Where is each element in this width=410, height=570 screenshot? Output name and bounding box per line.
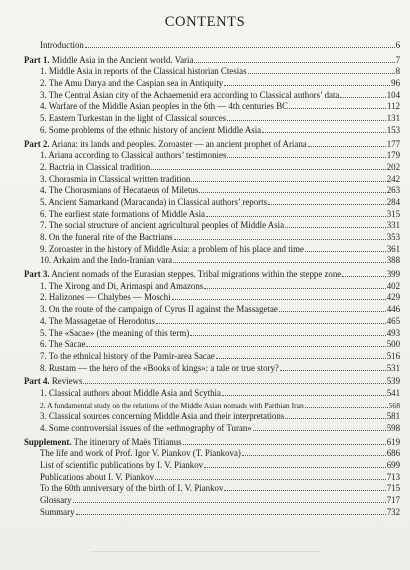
toc-entry-title — [24, 437, 182, 449]
toc-entry — [24, 113, 400, 125]
dot-leader — [305, 250, 386, 252]
toc-part-entry — [24, 55, 400, 67]
toc-entry-title — [40, 232, 173, 244]
dot-leader — [340, 96, 385, 98]
toc-entry-title — [40, 460, 203, 472]
toc-entry-title — [40, 113, 226, 125]
toc-page-number: 581 — [386, 411, 400, 422]
faint-footer-line — [90, 551, 320, 554]
toc-page-number: 112 — [387, 101, 400, 112]
toc-entry-title — [40, 472, 154, 484]
toc-entry-text: 1. The Xirong and Di, Arimaspi and Amazons — [40, 280, 204, 291]
dot-leader — [76, 513, 386, 515]
toc-entry — [24, 174, 400, 186]
toc-entry — [24, 328, 400, 340]
dot-leader — [86, 345, 385, 347]
toc-entry-title — [40, 125, 261, 137]
toc-entry-text: 2. The Amu Darya and the Caspian sea in Antiquity — [40, 78, 224, 89]
toc-entry-text: Summary — [40, 506, 75, 517]
toc-part-label: Part 1. — [24, 54, 50, 65]
toc-entry-title — [40, 244, 304, 256]
toc-page-number: 686 — [386, 448, 400, 459]
toc-page-number: 516 — [386, 350, 400, 361]
dot-leader — [155, 478, 386, 480]
dot-leader — [204, 287, 385, 289]
dot-leader — [262, 131, 386, 133]
dot-leader — [285, 226, 386, 228]
dot-leader — [173, 261, 386, 263]
toc-entry-title — [40, 185, 198, 197]
dot-leader — [279, 310, 386, 312]
toc-entry-title — [40, 495, 72, 507]
toc-entry-text: 7. To the ethnical history of the Pamir-area Sacae — [40, 350, 215, 361]
toc-entry-text: Reviews — [51, 376, 83, 387]
toc-entry-text: 4. Some controversial issues of the «ethnography of Turan» — [40, 423, 252, 433]
dot-leader — [289, 107, 386, 109]
toc-page-number: 263 — [386, 185, 400, 196]
toc-entry-text: 5. Eastern Turkestan in the light of Classical sources — [40, 113, 227, 124]
toc-entry-text: 2. A fundamental study on the relations of the Middle Asian nomads with Parthian Iran — [40, 400, 304, 410]
dot-leader — [216, 357, 386, 359]
toc-page-number: 465 — [386, 315, 400, 326]
toc-page-number: 399 — [386, 269, 400, 280]
toc-entry-text: List of scientific publications by I. V. Piankov — [40, 460, 204, 471]
toc-entry-title — [40, 162, 150, 174]
toc-entry-text: 6. The Sacae — [40, 339, 86, 350]
toc-page-number: 242 — [386, 173, 400, 184]
dot-leader — [227, 156, 385, 158]
dot-leader — [199, 191, 385, 193]
dot-leader — [308, 145, 386, 147]
toc-entry — [24, 232, 400, 244]
dot-leader — [342, 275, 385, 277]
dot-leader — [73, 501, 386, 503]
toc-entry — [24, 66, 400, 78]
toc-page-number: 96 — [391, 78, 400, 89]
toc-entry-title — [40, 255, 172, 267]
toc-entry-title — [40, 66, 247, 78]
toc-page-number: 353 — [386, 232, 400, 242]
toc-part-entry — [24, 376, 400, 388]
toc-entry — [24, 400, 400, 412]
toc-entry-title — [40, 40, 84, 52]
toc-page-number: 177 — [386, 138, 400, 149]
toc-entry — [24, 472, 400, 484]
dot-leader — [206, 215, 386, 217]
toc-entry-text: 4. The Chorasmians of Hecataeus of Miletus — [40, 185, 199, 196]
toc-page-number: 541 — [386, 387, 400, 398]
toc-entry-title — [24, 269, 341, 281]
dot-leader — [305, 406, 388, 408]
toc-entry-title — [40, 423, 252, 435]
toc-entry — [24, 448, 400, 460]
dot-leader — [227, 119, 386, 121]
toc-entry-text: 1. Classical authors about Middle Asia and Scythia — [40, 387, 221, 398]
toc-entry — [24, 483, 400, 495]
toc-entry-title — [40, 281, 203, 293]
toc-entry — [24, 197, 400, 209]
toc-entry-text: 3. On the route of the campaign of Cyrus II against the Massagetae — [40, 304, 278, 315]
toc-entry-title — [24, 55, 193, 67]
toc-page-number: 402 — [386, 280, 400, 291]
toc-page-number: 179 — [386, 150, 400, 161]
toc-entry — [24, 125, 400, 137]
toc-entry — [24, 316, 400, 328]
toc-entry-text: 2. Bactria in Classical tradition — [40, 161, 151, 172]
toc-entry-title — [40, 90, 339, 102]
toc-entry-title — [40, 483, 223, 495]
toc-entry — [24, 255, 400, 267]
toc-entry-text: 8. On the funeral rite of the Bactrians — [40, 232, 173, 242]
toc-page-number: 8 — [395, 66, 400, 77]
toc-entry-title — [40, 507, 75, 519]
toc-entry — [24, 101, 400, 113]
toc-entry-title — [40, 304, 278, 316]
page-title: CONTENTS — [164, 14, 246, 30]
toc-page-number: 717 — [386, 495, 400, 506]
toc-entry — [24, 304, 400, 316]
toc-entry — [24, 351, 400, 363]
toc-entry — [24, 162, 400, 174]
toc-entry-text: Ancient nomads of the Eurasian steppes. Tribal migrations within the steppe zone — [51, 269, 342, 280]
dot-leader — [224, 84, 390, 86]
toc-entry-title — [40, 448, 241, 460]
toc-page-number: 446 — [386, 304, 400, 315]
toc-page-number: 388 — [386, 255, 400, 266]
toc-entry-title — [40, 220, 284, 232]
toc-entry-title — [40, 328, 189, 340]
toc-page-number: 732 — [386, 506, 400, 517]
toc-entry — [24, 460, 400, 472]
toc-entry-text: 3. Classical sources concerning Middle Asia and their interpretations — [40, 411, 285, 422]
toc-entry-text: The life and work of Prof. Igor V. Piankov (T. Piankova) — [40, 448, 241, 459]
toc-entry — [24, 495, 400, 507]
toc-entry-title — [40, 400, 304, 412]
toc-entry — [24, 388, 400, 400]
toc-entry-text: 6. Some problems of the ethnic history of ancient Middle Asia — [40, 124, 262, 135]
toc-entry-text: 4. The Massagetae of Herodotus — [40, 315, 155, 326]
dot-leader — [174, 238, 386, 240]
toc-entry-title — [40, 351, 215, 363]
toc-page-number: 7 — [395, 54, 400, 65]
toc-entry — [24, 411, 400, 423]
table-of-contents — [24, 40, 400, 519]
dot-leader — [191, 180, 385, 182]
toc-page-number: 500 — [386, 339, 400, 350]
toc-entry-text: 5. Ancient Samarkand (Maracanda) in Classical authors’ reports — [40, 196, 268, 207]
toc-entry-text: 9. Zoroaster in the history of Middle Asia: a problem of his place and time — [40, 243, 304, 254]
toc-page-number: 493 — [386, 327, 400, 338]
toc-page-number: 713 — [386, 471, 400, 482]
toc-entry-text: 3. The Central Asian city of the Achaemenid era according to Classical authors’ data — [40, 89, 340, 100]
toc-entry — [24, 292, 400, 304]
dot-leader — [190, 334, 386, 336]
toc-entry-title — [40, 197, 267, 209]
toc-entry — [24, 90, 400, 102]
toc-entry-title — [40, 78, 223, 90]
toc-page-number: 598 — [386, 423, 400, 433]
dot-leader — [172, 298, 386, 300]
dot-leader — [285, 417, 385, 419]
toc-page-number: 568 — [388, 400, 400, 410]
toc-entry-title — [40, 101, 288, 113]
toc-entry-title — [40, 339, 85, 351]
toc-entry-text: 3. Chorasmia in Classical written tradition — [40, 173, 191, 184]
dot-leader — [280, 369, 386, 371]
toc-entry — [24, 244, 400, 256]
toc-entry — [24, 220, 400, 232]
toc-part-label: Part 4. — [24, 376, 50, 387]
toc-entry-title — [40, 388, 221, 400]
toc-entry — [24, 185, 400, 197]
toc-entry-text: Publications about I. V. Piankov — [40, 471, 155, 482]
dot-leader — [183, 443, 386, 445]
toc-entry-text: Ariana: its lands and peoples. Zoroaster — an ancient prophet of Ariana — [51, 138, 307, 149]
toc-entry-text: 5. The «Sacae» (the meaning of this term) — [40, 327, 190, 338]
toc-part-entry — [24, 269, 400, 281]
dot-leader — [83, 382, 385, 384]
dot-leader — [224, 489, 385, 491]
toc-entry-text: The itinerary of Maës Titianus — [73, 436, 182, 447]
toc-entry-text: 7. The social structure of ancient agricultural peoples of Middle Asia — [40, 220, 285, 231]
toc-entry-title — [40, 150, 226, 162]
toc-page-number: 331 — [386, 220, 400, 231]
toc-entry — [24, 209, 400, 221]
dot-leader — [253, 429, 386, 431]
toc-page-number: 715 — [386, 483, 400, 494]
toc-page-number: 539 — [386, 376, 400, 387]
toc-entry-title — [40, 209, 205, 221]
toc-entry — [24, 507, 400, 519]
toc-entry-text: 1. Middle Asia in reports of the Classical historian Ctesias — [40, 66, 247, 77]
toc-page-number: 699 — [386, 460, 400, 471]
toc-entry — [24, 40, 400, 52]
toc-entry — [24, 150, 400, 162]
toc-part-label: Part 3. — [24, 269, 50, 280]
dot-leader — [204, 466, 386, 468]
toc-page-number: 361 — [386, 243, 400, 254]
toc-entry-text: 10. Arkaim and the Indo-Iranian vara — [40, 255, 173, 266]
toc-page-number: 153 — [386, 124, 400, 135]
toc-entry — [24, 423, 400, 435]
dot-leader — [222, 394, 386, 396]
toc-entry-title — [40, 292, 171, 304]
toc-entry — [24, 363, 400, 375]
toc-page-number: 284 — [386, 196, 400, 207]
toc-page-number: 131 — [386, 113, 400, 124]
toc-entry-text: To the 60th anniversary of the birth of I. V. Piankov — [40, 483, 224, 494]
toc-entry-title — [24, 139, 307, 151]
toc-entry-title — [24, 376, 82, 388]
toc-entry-text: 2. Halizones — Chalybes — Moschi — [40, 292, 171, 303]
dot-leader — [151, 168, 386, 170]
toc-entry-text: Middle Asia in the Ancient world. Varia — [51, 54, 194, 65]
toc-entry-text: 4. Warfare of the Middle Asian peoples in the 6th — 4th centuries BC — [40, 101, 289, 112]
toc-entry-text: Introduction — [40, 40, 84, 50]
toc-entry-text: 6. The earliest state formations of Middle Asia — [40, 208, 205, 219]
dot-leader — [85, 46, 395, 48]
toc-page-number: 6 — [395, 40, 400, 50]
toc-page-number: 315 — [386, 208, 400, 219]
toc-entry-text: Glossary — [40, 495, 72, 506]
toc-page-number: 104 — [386, 89, 400, 100]
toc-page-number: 429 — [386, 292, 400, 303]
dot-leader — [156, 322, 386, 324]
dot-leader — [194, 61, 394, 63]
toc-entry-text: 1. Ariana according to Classical authors’ testimonies — [40, 150, 227, 161]
toc-page-number: 531 — [386, 362, 400, 373]
toc-entry-title — [40, 174, 190, 186]
toc-entry — [24, 339, 400, 351]
toc-entry-text: 8. Rustam — the hero of the «Books of kings»: a tale or true story? — [40, 362, 279, 373]
toc-entry-title — [40, 363, 279, 375]
toc-entry-title — [40, 411, 284, 423]
dot-leader — [268, 203, 386, 205]
toc-page-number: 202 — [386, 161, 400, 172]
toc-part-entry — [24, 437, 400, 449]
toc-part-label: Supplement. — [24, 436, 72, 447]
toc-entry-title — [40, 316, 155, 328]
dot-leader — [242, 454, 386, 456]
toc-entry — [24, 78, 400, 90]
toc-part-label: Part 2. — [24, 138, 50, 149]
toc-page-number: 619 — [386, 436, 400, 447]
toc-entry — [24, 281, 400, 293]
dot-leader — [248, 72, 395, 74]
toc-part-entry — [24, 139, 400, 151]
